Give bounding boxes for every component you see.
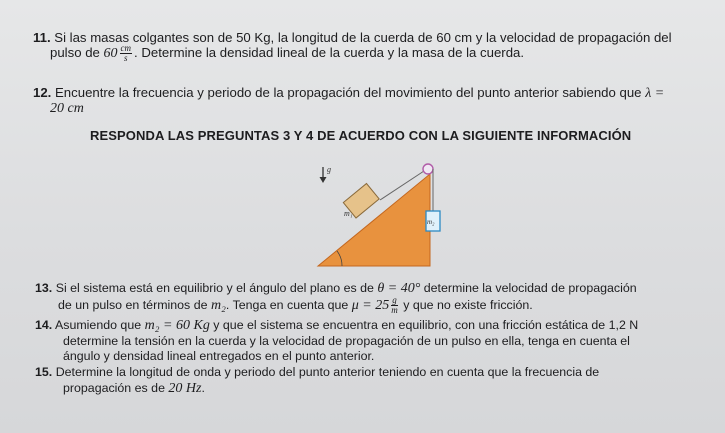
wavelength-symbol: λ = [645, 86, 665, 101]
velocity-unit [120, 44, 133, 63]
question-text: . Determine la densidad lineal de la cuerda y la masa de la cuerda. [134, 45, 525, 60]
question-14-line3 [63, 349, 718, 365]
density-unit [391, 296, 398, 315]
velocity-value: 60 [103, 46, 118, 61]
incline-plane [318, 174, 430, 266]
question-13 [35, 281, 720, 297]
question-text: pulso de [50, 45, 100, 60]
question-number: 14. [35, 318, 53, 332]
unit-numerator: g [392, 295, 397, 305]
question-text: Encuentre la frecuencia y periodo de la propagación del movimiento del punto anterior sabiendo que [55, 85, 642, 100]
question-text: Si las masas colgantes son de 50 Kg, la longitud de la cuerda de 60 cm y la velocidad de propagación del [54, 30, 672, 45]
question-number: 13. [35, 281, 53, 295]
section-heading: RESPONDA LAS PREGUNTAS 3 Y 4 DE ACUERDO CON LA SIGUIENTE INFORMACIÓN [90, 128, 632, 143]
question-text: de un pulso en términos de [58, 297, 208, 312]
question-text: ángulo y densidad lineal entregados en el punto anterior. [63, 349, 375, 363]
question-13-line2 [58, 296, 718, 315]
question-12 [33, 84, 723, 102]
question-text: y que no existe fricción. [403, 297, 533, 312]
question-text: Asumiendo que [55, 318, 142, 332]
question-11-line2 [50, 44, 524, 63]
question-15-line2 [63, 381, 718, 397]
m1-label: m₁ [344, 209, 353, 218]
question-text: determine la velocidad de propagación [423, 281, 637, 295]
wavelength-value: 20 cm [50, 101, 84, 116]
unit-denominator: m [391, 305, 398, 315]
gravity-label: g⃗ [327, 165, 338, 174]
question-text: . [201, 381, 205, 395]
m2-label: m₂ [427, 218, 435, 226]
linear-density-value: μ = 25 [351, 297, 390, 313]
question-text: determine la tensión en la cuerda y la velocidad de propagación de un pulso en ella, tenga en cuenta el [63, 334, 630, 348]
question-number: 15. [35, 365, 53, 379]
unit-denominator: s [124, 53, 128, 64]
question-text: . Tenga en cuenta que [225, 297, 349, 312]
question-text: y que el sistema se encuentra en equilibrio, con una fricción estática de 1,2 N [213, 318, 639, 332]
question-14-line2 [63, 334, 718, 350]
question-text: Determine la longitud de onda y periodo del punto anterior teniendo en cuenta que la frecuencia de [55, 365, 600, 379]
question-15 [35, 365, 720, 381]
angle-value: θ = 40° [377, 281, 421, 296]
question-text: propagación es de [63, 381, 165, 395]
pulley [423, 164, 433, 174]
mass-symbol: m₂ [210, 297, 226, 313]
question-number: 11. [33, 30, 51, 45]
question-14 [35, 318, 720, 334]
mass-value: m₂ = 60 Kg [144, 318, 210, 333]
unit-numerator: cm [120, 43, 132, 54]
incline-diagram [300, 158, 445, 270]
question-12-line2 [50, 99, 84, 117]
question-number: 12. [33, 85, 52, 100]
question-text: Si el sistema está en equilibrio y el ángulo del plano es de [55, 281, 374, 295]
gravity-vector-icon [320, 167, 327, 183]
frequency-value: 20 Hz [168, 381, 202, 396]
